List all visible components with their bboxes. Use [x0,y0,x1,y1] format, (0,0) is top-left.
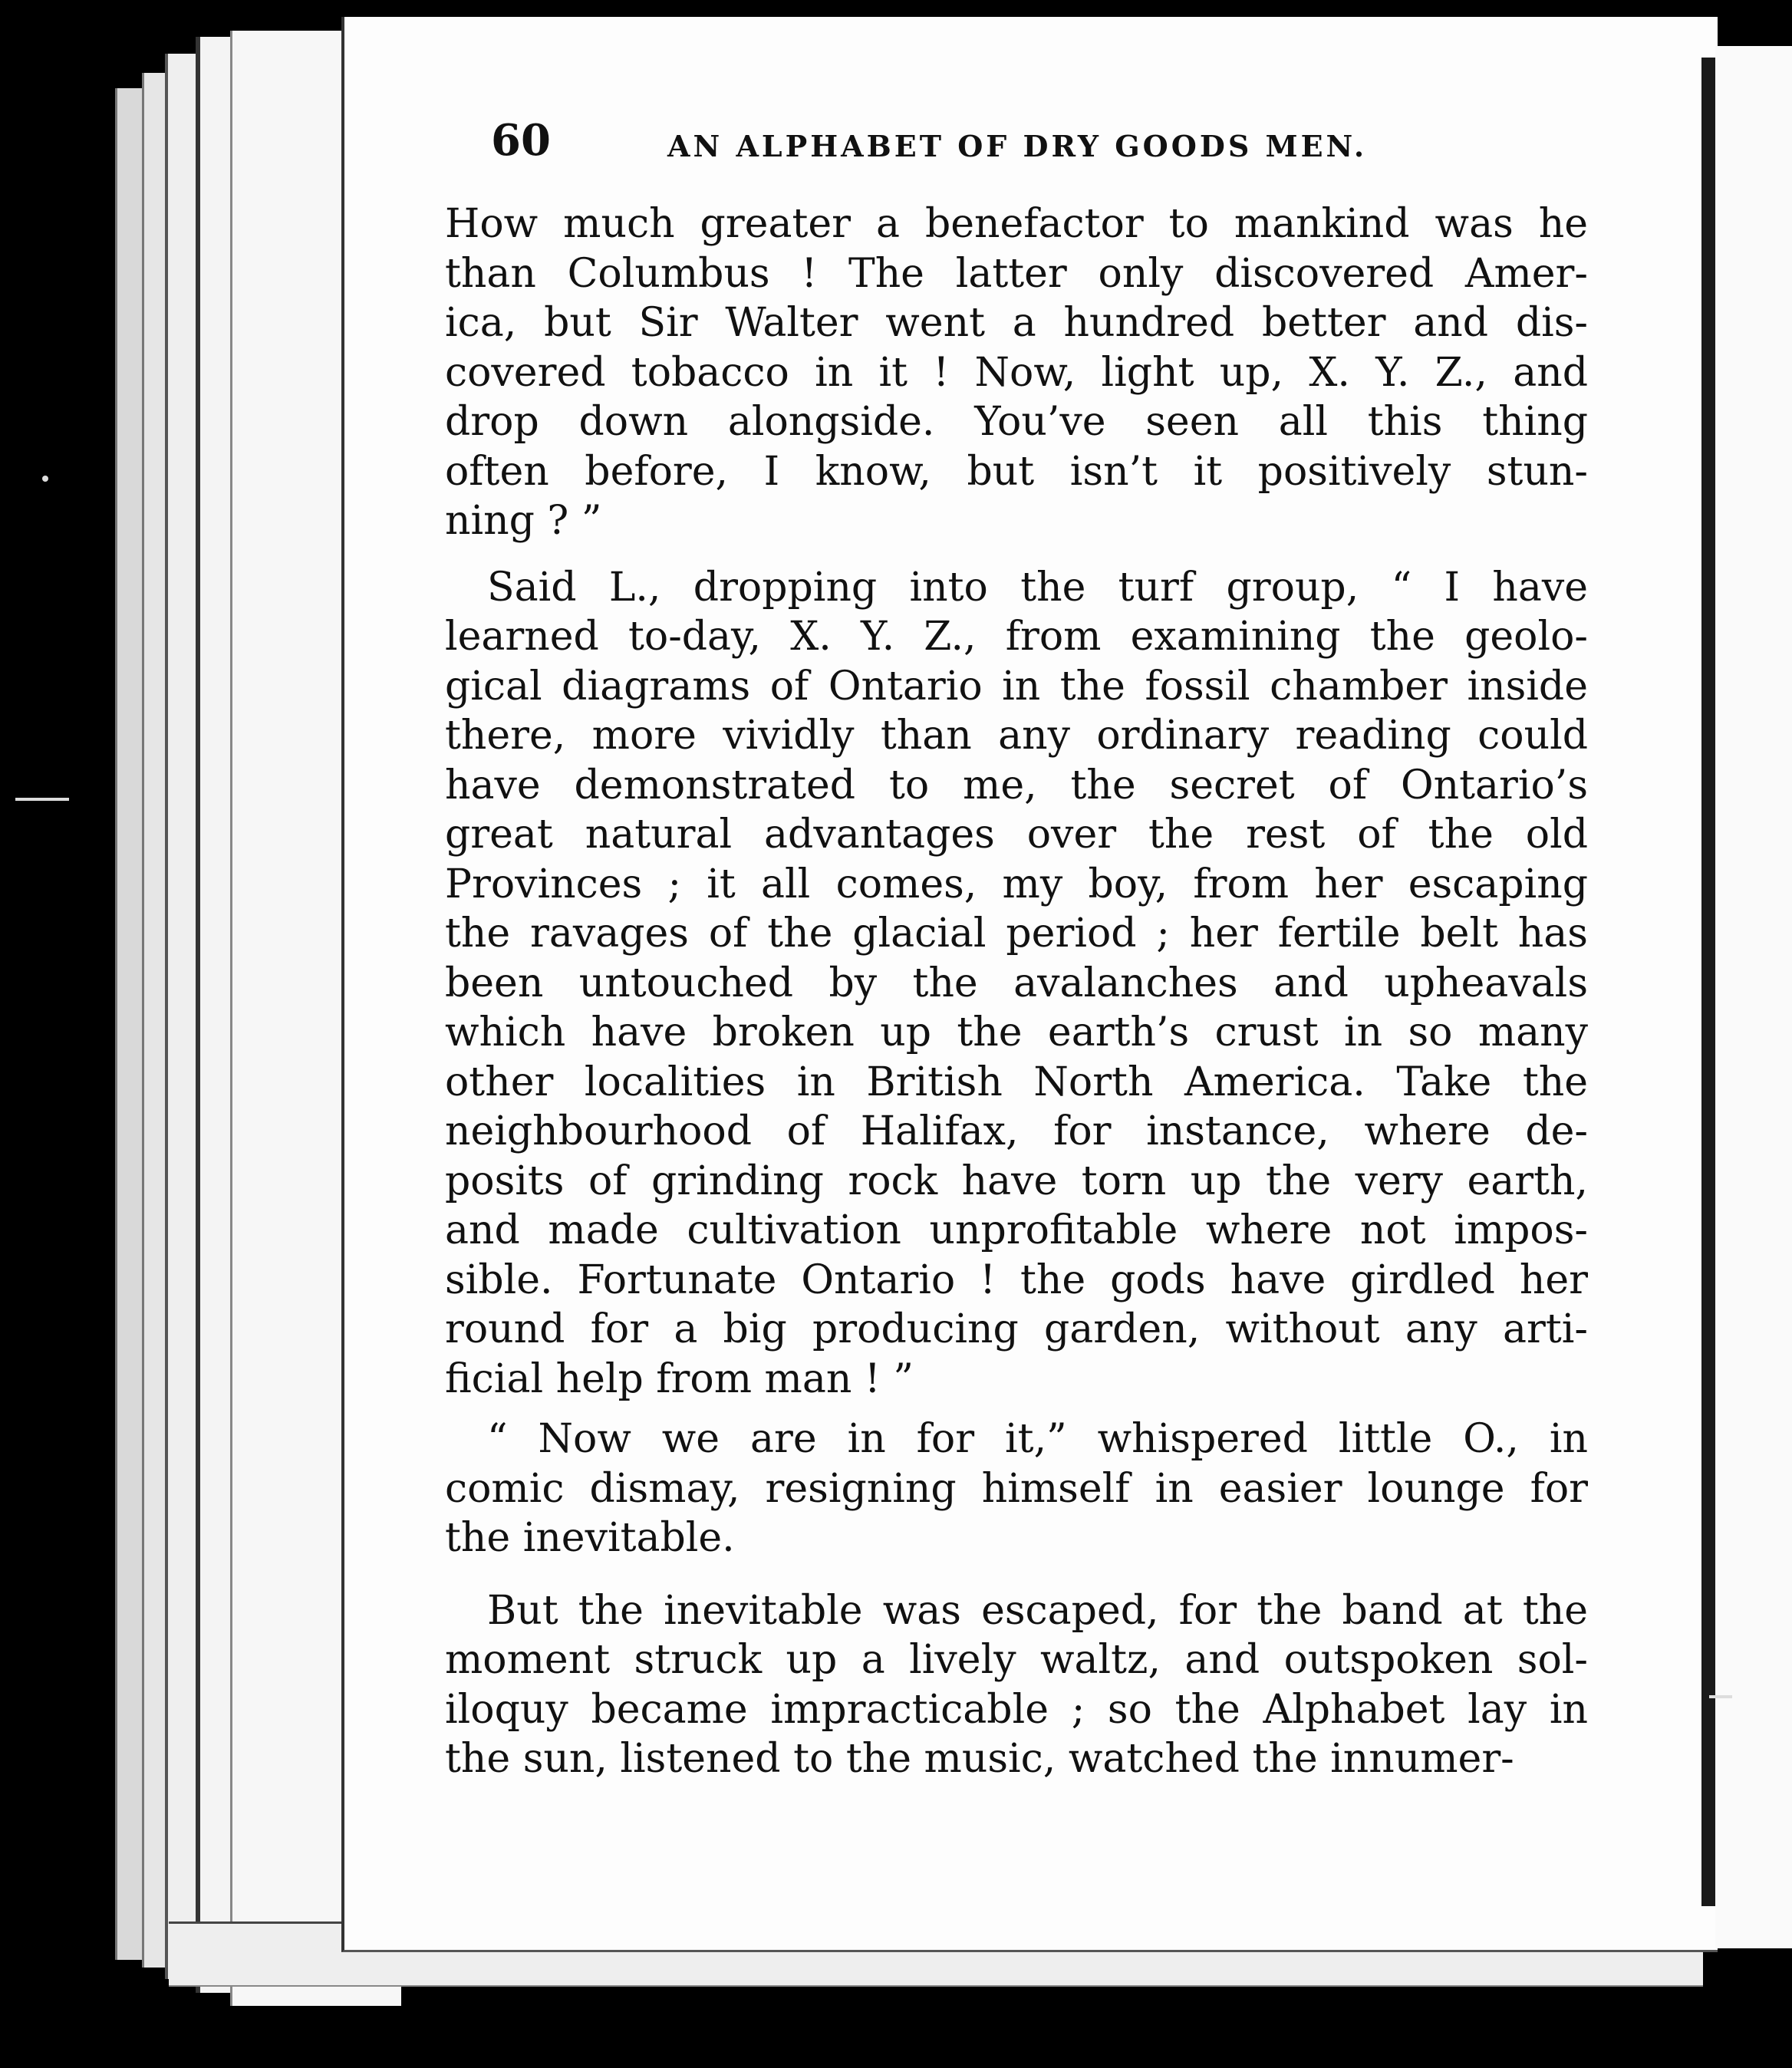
text-line: Provinces ; it all comes, my boy, from her escaping [445,861,1588,907]
paragraph [445,563,1588,1404]
text-line: gical diagrams of Ontario in the fossil chamber inside [445,663,1588,710]
text-line: comic dismay, resigning himself in easier lounge for [445,1465,1588,1512]
text-line: have demonstrated to me, the secret of Ontario’s [445,762,1588,808]
body-text [445,199,1588,1784]
text-line: learned to-day, X. Y. Z., from examining the geolo- [445,614,1588,660]
page-content [445,115,1588,1784]
facing-page-gutter [1715,46,1792,1948]
running-head: AN ALPHABET OF DRY GOODS MEN. [667,129,1368,163]
text-line: drop down alongside. You’ve seen all this thing [445,399,1588,445]
text-line: than Columbus ! The latter only discovered Amer- [445,250,1588,297]
scan-artifact [15,798,69,801]
paragraph [445,1586,1588,1784]
text-line: neighbourhood of Halifax, for instance, where de- [445,1108,1588,1154]
text-line: ica, but Sir Walter went a hundred better and dis- [445,300,1588,346]
text-line: which have broken up the earth’s crust in so many [445,1009,1588,1055]
text-line: and made cultivation unprofitable where not impos- [445,1207,1588,1253]
text-line: ning ? ” [445,498,602,544]
text-line: there, more vividly than any ordinary reading could [445,713,1588,759]
text-line: Said L., dropping into the turf group, “ I have [487,564,1588,611]
text-line: often before, I know, but isn’t it positively stun- [445,448,1588,495]
text-line: covered tobacco in it ! Now, light up, X. Y. Z., and [445,349,1588,396]
binding-strip [1701,58,1715,1906]
text-line: iloquy became impracticable ; so the Alphabet lay in [445,1686,1588,1733]
text-line: great natural advantages over the rest of the old [445,812,1588,858]
text-line: been untouched by the avalanches and upheavals [445,960,1588,1006]
text-line: How much greater a benefactor to mankind was he [445,201,1588,247]
text-line: the sun, listened to the music, watched the innumer- [445,1736,1514,1782]
text-line: the inevitable. [445,1515,735,1561]
scan-artifact [1709,1695,1732,1698]
text-line: “ Now we are in for it,” whispered little O., in [487,1416,1588,1462]
text-line: the ravages of the glacial period ; her fertile belt has [445,911,1588,957]
text-line: But the inevitable was escaped, for the band at the [487,1587,1588,1634]
scan-artifact [42,476,48,482]
text-line: other localities in British North America. Take the [445,1059,1588,1105]
paragraph [445,1414,1588,1563]
text-line: round for a big producing garden, without any arti- [445,1306,1588,1352]
paragraph [445,199,1588,546]
page-header [445,115,1588,199]
text-line: sible. Fortunate Ontario ! the gods have girdled her [445,1256,1588,1303]
text-line: posits of grinding rock have torn up the very earth, [445,1157,1588,1204]
text-line: moment struck up a lively waltz, and outspoken sol- [445,1637,1588,1683]
page-number: 60 [491,115,551,166]
text-line: ficial help from man ! ” [445,1355,914,1402]
